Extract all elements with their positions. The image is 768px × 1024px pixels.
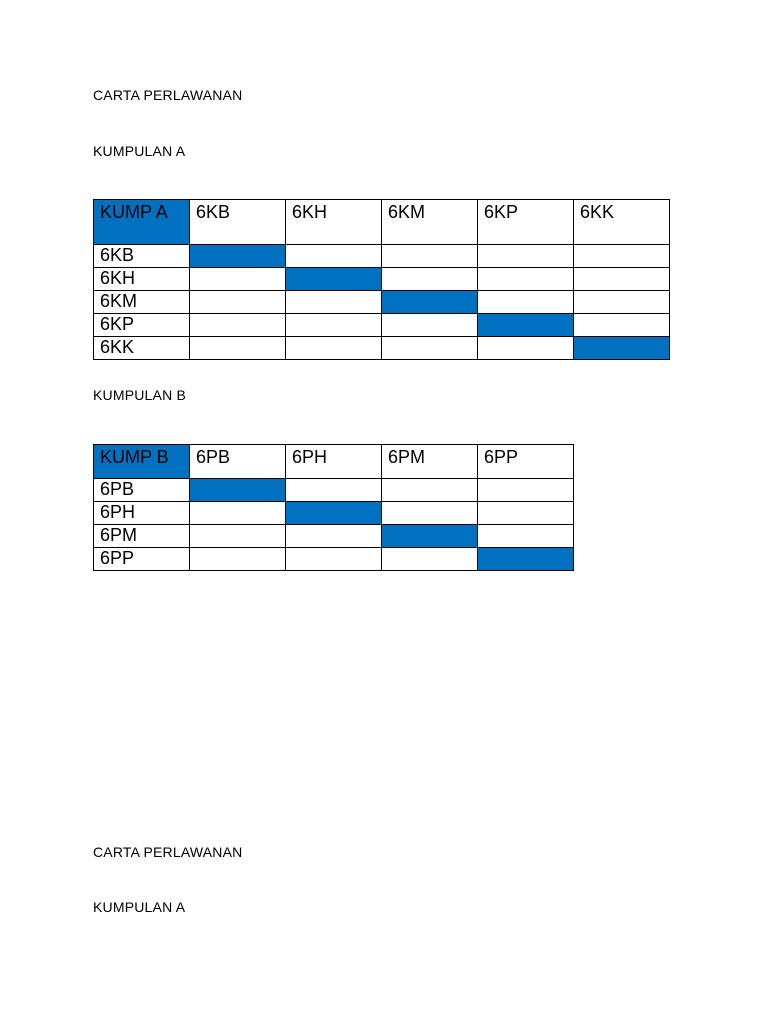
match-cell [286, 337, 382, 360]
self-match-cell [190, 479, 286, 502]
match-cell [382, 548, 478, 571]
row-header: 6PM [94, 525, 190, 548]
match-cell [286, 548, 382, 571]
self-match-cell [286, 502, 382, 525]
table-row [94, 268, 670, 291]
match-cell [190, 525, 286, 548]
match-cell [190, 502, 286, 525]
match-cell [382, 337, 478, 360]
match-cell [478, 502, 574, 525]
match-cell [190, 548, 286, 571]
table-row [94, 502, 574, 525]
match-cell [382, 479, 478, 502]
group-a-label: KUMPULAN A [93, 143, 186, 159]
match-cell [478, 337, 574, 360]
column-header: 6KB [190, 200, 286, 245]
match-cell [286, 245, 382, 268]
match-cell [286, 525, 382, 548]
chart-title: CARTA PERLAWANAN [93, 87, 243, 103]
table-header-row [94, 445, 574, 479]
column-header: 6KM [382, 200, 478, 245]
match-cell [382, 268, 478, 291]
match-cell [478, 291, 574, 314]
column-header: 6PP [478, 445, 574, 479]
row-header: 6KP [94, 314, 190, 337]
group-b-label: KUMPULAN B [93, 387, 187, 403]
self-match-cell [286, 268, 382, 291]
row-header: 6PH [94, 502, 190, 525]
match-cell [574, 268, 670, 291]
table-row [94, 291, 670, 314]
match-cell [190, 268, 286, 291]
self-match-cell [478, 548, 574, 571]
table-row [94, 245, 670, 268]
match-cell [382, 314, 478, 337]
match-cell [478, 479, 574, 502]
row-header: 6PB [94, 479, 190, 502]
column-header: 6PH [286, 445, 382, 479]
table-corner-cell: KUMP B [94, 445, 190, 479]
column-header: 6KK [574, 200, 670, 245]
group-a-match-table [93, 199, 670, 360]
chart-title-repeat: CARTA PERLAWANAN [93, 844, 243, 860]
match-cell [190, 291, 286, 314]
table-corner-cell: KUMP A [94, 200, 190, 245]
self-match-cell [382, 291, 478, 314]
self-match-cell [190, 245, 286, 268]
self-match-cell [382, 525, 478, 548]
match-cell [190, 314, 286, 337]
table-row [94, 337, 670, 360]
self-match-cell [478, 314, 574, 337]
match-cell [478, 245, 574, 268]
group-b-match-table [93, 444, 574, 571]
match-cell [574, 291, 670, 314]
table-row [94, 548, 574, 571]
match-cell [574, 245, 670, 268]
column-header: 6KP [478, 200, 574, 245]
row-header: 6KH [94, 268, 190, 291]
match-cell [574, 314, 670, 337]
table-header-row [94, 200, 670, 245]
row-header: 6KK [94, 337, 190, 360]
table-row [94, 479, 574, 502]
match-cell [478, 268, 574, 291]
row-header: 6KM [94, 291, 190, 314]
match-cell [478, 525, 574, 548]
table-row [94, 314, 670, 337]
group-a-label-repeat: KUMPULAN A [93, 899, 186, 915]
match-cell [286, 314, 382, 337]
column-header: 6KH [286, 200, 382, 245]
match-cell [382, 245, 478, 268]
table-row [94, 525, 574, 548]
row-header: 6KB [94, 245, 190, 268]
self-match-cell [574, 337, 670, 360]
row-header: 6PP [94, 548, 190, 571]
match-cell [190, 337, 286, 360]
match-cell [286, 479, 382, 502]
column-header: 6PB [190, 445, 286, 479]
column-header: 6PM [382, 445, 478, 479]
match-cell [286, 291, 382, 314]
match-cell [382, 502, 478, 525]
